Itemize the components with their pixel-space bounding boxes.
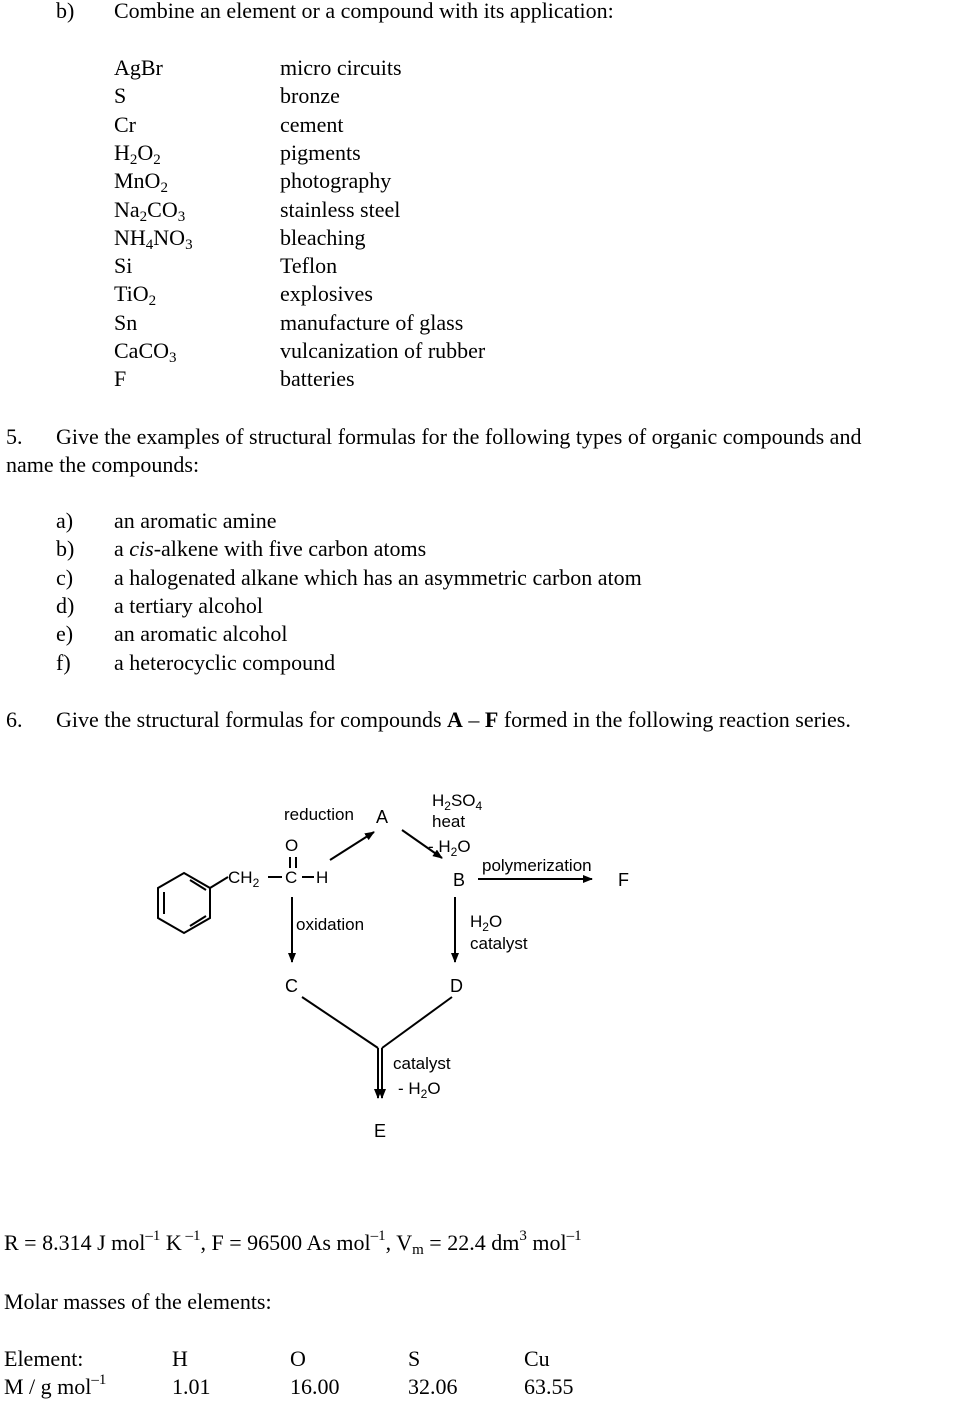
q5-item-text: an aromatic alcohol xyxy=(114,621,288,647)
compound-item: Sn xyxy=(114,309,138,335)
part-b-label: b) xyxy=(56,0,75,23)
mass-row-label: M / g mol$^{-1}$ xyxy=(4,1372,107,1399)
application-item: stainless steel xyxy=(280,196,401,222)
mass-cu: 63.55 xyxy=(524,1374,574,1399)
catalyst-label-2: catalyst xyxy=(393,1054,451,1073)
molar-heading: Molar masses of the elements: xyxy=(4,1289,272,1314)
q5-line2: name the compounds: xyxy=(6,452,200,477)
compound-item: TiO$_2$ xyxy=(114,281,157,310)
compound-b-label: B xyxy=(453,870,466,890)
compound-c-label: C xyxy=(285,976,298,996)
compound-item: MnO$_2$ xyxy=(114,168,168,197)
catalyst-label-1: catalyst xyxy=(470,934,528,953)
q5-item-text: a tertiary alcohol xyxy=(114,592,264,618)
compound-item: CaCO$_3$ xyxy=(114,338,177,366)
application-item: cement xyxy=(280,111,344,137)
q5-item-label: d) xyxy=(56,592,75,618)
application-item: batteries xyxy=(280,366,355,392)
compound-d-label: D xyxy=(450,976,463,996)
q6-bold-f: F xyxy=(484,707,499,732)
heat-label: heat xyxy=(432,812,466,831)
aldehyde-h-label: H xyxy=(316,868,329,887)
compound-item: $NH_4NO_3$ xyxy=(114,224,193,253)
application-item: pigments xyxy=(280,139,361,165)
q6-number: 6. xyxy=(6,707,23,732)
minus-h2o-label-2: - $H_2O$ xyxy=(398,1079,441,1101)
compound-f-label: F xyxy=(618,870,629,890)
element-row-label: Element: xyxy=(4,1346,84,1371)
q5-item-text: a halogenated alkane which has an asymmetric carbon atom xyxy=(114,564,642,590)
application-item: bronze xyxy=(280,83,340,109)
application-item: explosives xyxy=(280,281,373,307)
carbonyl-c-label: C xyxy=(285,868,298,887)
compound-item: $H_2O_2$ xyxy=(114,139,161,168)
compound-item: Si xyxy=(114,253,133,279)
carbonyl-o-label: O xyxy=(285,836,299,855)
application-item: vulcanization of rubber xyxy=(280,338,486,363)
compound-item: F xyxy=(114,366,127,392)
q6-bold-a: A xyxy=(447,707,463,732)
compound-item: Cr xyxy=(114,111,136,137)
mass-h: 1.01 xyxy=(172,1374,211,1399)
element-s: S xyxy=(408,1346,421,1371)
application-item: Teflon xyxy=(280,253,338,279)
element-h: H xyxy=(172,1346,188,1371)
application-item: photography xyxy=(280,168,392,194)
q5-number: 5. xyxy=(6,424,23,449)
q5-item-label: f) xyxy=(56,649,71,675)
application-item: manufacture of glass xyxy=(280,309,464,335)
compound-item: S xyxy=(114,83,127,109)
benzene-ring xyxy=(158,873,228,933)
mass-o: 16.00 xyxy=(290,1374,340,1399)
h2o-label: $H_2O$ xyxy=(470,912,503,934)
q5-item-label: a) xyxy=(56,508,74,533)
q5-line1: Give the examples of structural formulas for the following types of organic compounds and xyxy=(56,424,862,449)
part-b-instruction: Combine an element or a compound with its application: xyxy=(114,0,614,23)
d-to-e-line xyxy=(382,997,452,1048)
element-cu: Cu xyxy=(524,1346,550,1371)
q5-item-label: c) xyxy=(56,564,74,590)
compound-e-label: E xyxy=(374,1121,387,1141)
application-item: bleaching xyxy=(280,224,366,250)
minus-h2o-label: - $H_2O$ xyxy=(428,837,471,859)
q5-item-text: a cis-alkene with five carbon atoms xyxy=(114,536,427,562)
mass-s: 32.06 xyxy=(408,1374,458,1399)
element-o: O xyxy=(290,1346,306,1371)
application-item: micro circuits xyxy=(280,55,402,80)
q5-item-text: an aromatic amine xyxy=(114,508,277,533)
q6-text-post: formed in the following reaction series. xyxy=(498,707,851,732)
constants-line: R = 8.314 J mol$^{-1}$ K $^{-1}$, F = 96500 As mol$^{-1}$, $V_m = 22.4$ $dm^3$ mol$^{-1}$ xyxy=(4,1228,582,1258)
compound-item: $Na_2CO_3$ xyxy=(114,196,186,225)
q6-text-pre: Give the structural formulas for compounds xyxy=(56,707,448,732)
q5-item-label: b) xyxy=(56,536,75,562)
oxidation-label: oxidation xyxy=(296,915,365,934)
compound-item: AgBr xyxy=(114,55,163,80)
q5-item-text: a heterocyclic compound xyxy=(114,649,336,675)
compound-a-label: A xyxy=(376,807,389,827)
q5-item-label: e) xyxy=(56,621,74,647)
h2so4-label: $H_2SO_4$ xyxy=(432,791,483,813)
c-to-e-line xyxy=(302,997,378,1048)
reduction-arrow xyxy=(330,832,374,860)
polymerization-label: polymerization xyxy=(482,856,592,875)
q6-dash: – xyxy=(462,707,485,732)
reduction-label: reduction xyxy=(284,805,354,824)
ch2-label: $CH_2$ xyxy=(228,868,260,890)
